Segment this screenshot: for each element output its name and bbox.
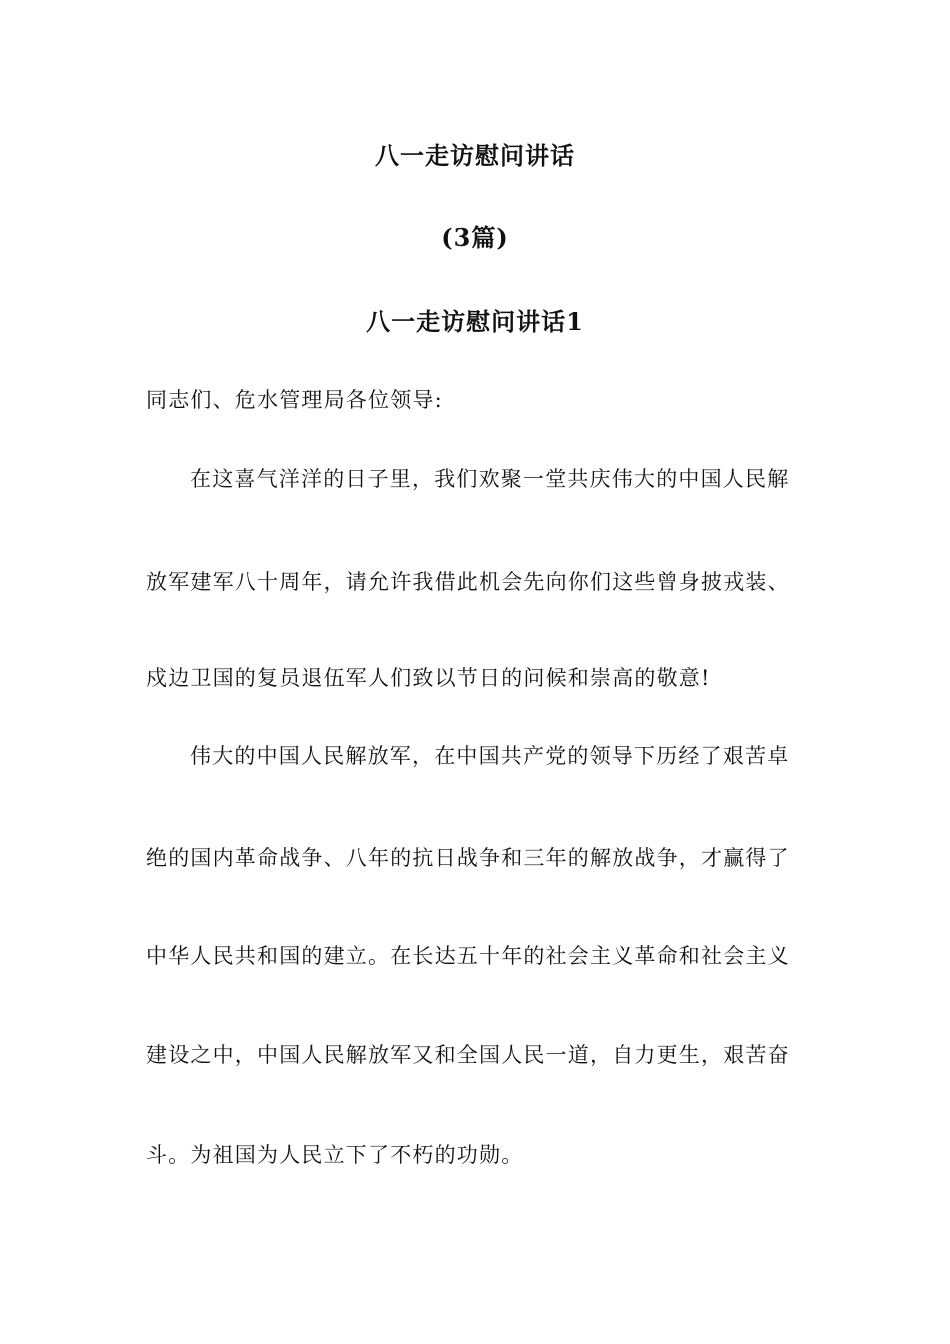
paragraph-2-line-2: 绝的国内革命战争、八年的抗日战争和三年的解放战争，才赢得了 [146,846,790,870]
paragraph-1-line-3: 戍边卫国的复员退伍军人们致以节日的问候和崇高的敬意! [146,666,711,690]
section-title: 八一走访慰问讲话1 [366,307,584,336]
paragraph-2-line-1: 伟大的中国人民解放军，在中国共产党的领导下历经了艰苦卓 [190,744,790,768]
paragraph-2-line-4: 建设之中，中国人民解放军又和全国人民一道，自力更生，艰苦奋 [146,1043,790,1067]
document-subtitle: (3篇) [441,223,509,252]
document-title: 八一走访慰问讲话 [375,141,575,170]
paragraph-2-line-3: 中华人民共和国的建立。在长达五十年的社会主义革命和社会主义 [146,944,790,968]
paragraph-1-line-1: 在这喜气洋洋的日子里，我们欢聚一堂共庆伟大的中国人民解 [190,467,790,491]
salutation: 同志们、危水管理局各位领导: [146,388,443,412]
paragraph-1-line-2: 放军建军八十周年，请允许我借此机会先向你们这些曾身披戎装、 [146,570,790,594]
paragraph-2-line-5: 斗。为祖国为人民立下了不朽的功勋。 [146,1143,524,1167]
